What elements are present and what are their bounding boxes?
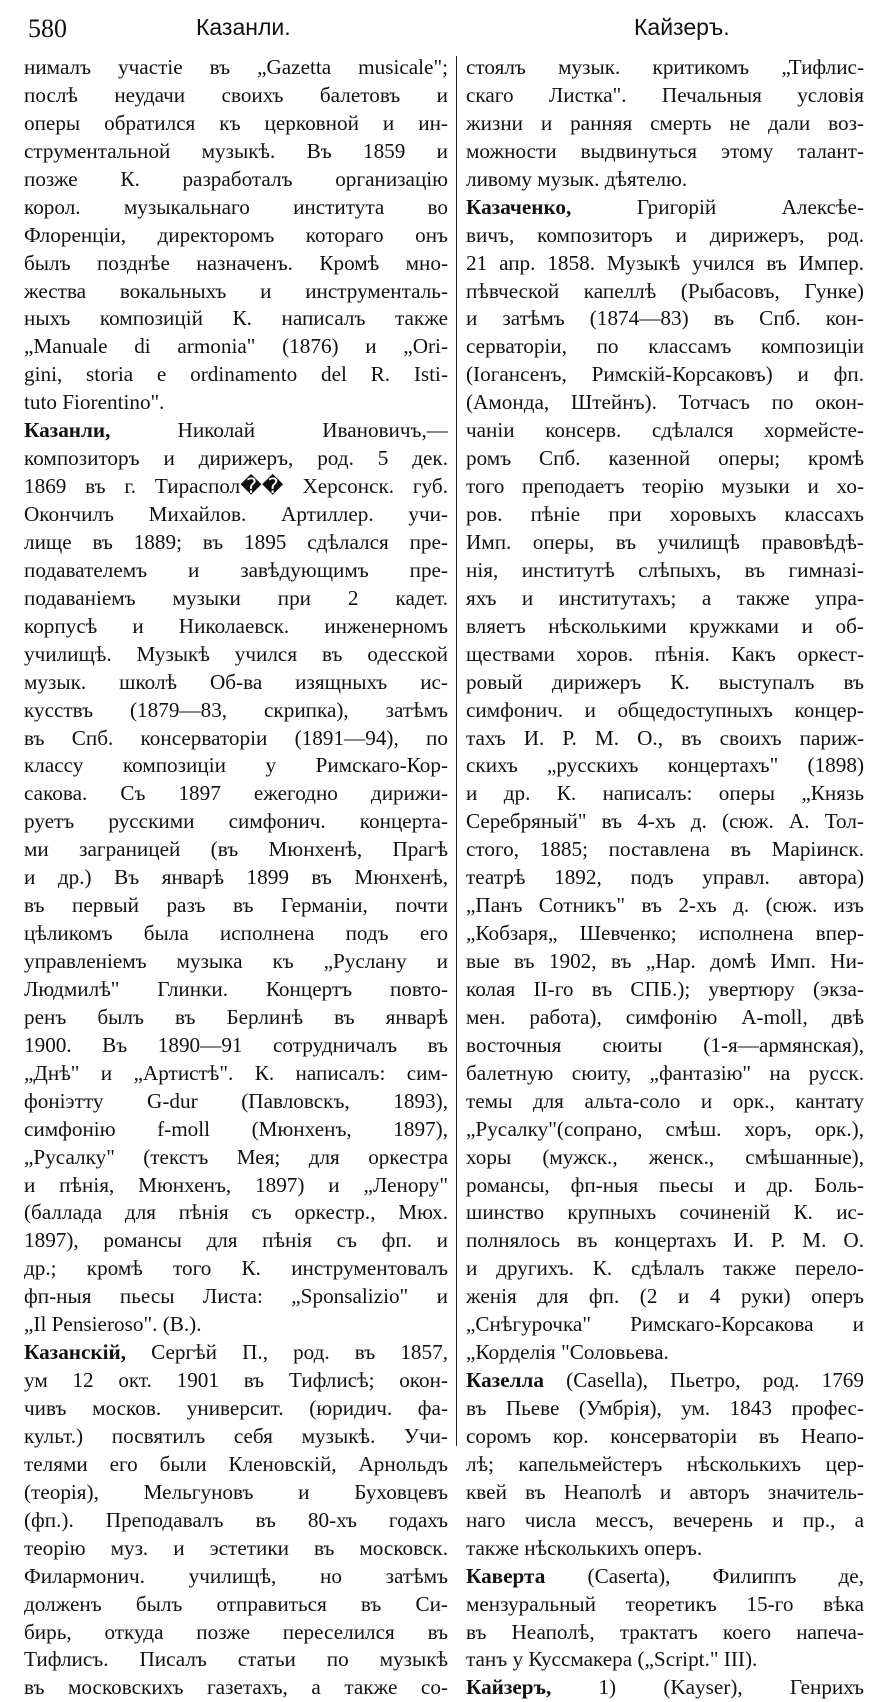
- text-line: [24, 1367, 448, 1395]
- text-line: [466, 1479, 864, 1507]
- line-text: корол. музыкальнаго института во: [24, 194, 448, 219]
- line-text: струментальной музыкѣ. Въ 1859 и: [24, 138, 448, 163]
- line-text: композиторъ и дирижеръ, род. 5 дек.: [24, 446, 448, 471]
- line-text: Тифлисъ. Писалъ статьи по музыкѣ: [24, 1647, 448, 1672]
- text-line: [24, 641, 448, 669]
- line-text: жизни и ранняя смерть не дали воз-: [466, 110, 864, 135]
- page-header: [28, 10, 864, 50]
- text-line: [24, 278, 448, 306]
- line-text: „Русалку"(сопрано, смѣш. хоръ, орк.),: [466, 1116, 864, 1141]
- line-text: въ Спб. консерваторіи (1891—94), по: [24, 725, 448, 750]
- line-text: мензуральный теоретикъ 15-го вѣка: [466, 1591, 864, 1616]
- text-line: [24, 1032, 448, 1060]
- text-line: [466, 1283, 864, 1311]
- line-text: можности выдвинуться этому талант-: [466, 138, 864, 163]
- text-line: [466, 529, 864, 557]
- text-line: [24, 1283, 448, 1311]
- line-text: въ московскихъ газетахъ, а также со-: [24, 1675, 448, 1700]
- text-line: [24, 808, 448, 836]
- text-line: [24, 1479, 448, 1507]
- text-line: [466, 1451, 864, 1479]
- text-line: [466, 1255, 864, 1283]
- line-text: руетъ русскими симфонич. концерта-: [24, 809, 448, 834]
- text-line: [466, 194, 864, 222]
- line-text: полнялось въ концертахъ И. Р. М. О.: [466, 1228, 864, 1253]
- line-text: tuto Fiorentino".: [24, 390, 165, 415]
- line-text: ныхъ композицій К. написалъ также: [24, 306, 448, 331]
- line-text: теорію муз. и эстетики въ московск.: [24, 1535, 448, 1560]
- line-text: „Снѣгурочка" Римскаго-Корсакова и: [466, 1312, 864, 1337]
- text-line: [24, 1535, 448, 1563]
- line-text: жества вокальныхъ и инструменталь-: [24, 278, 448, 303]
- line-text: училищѣ. Музыкѣ учился въ одесской: [24, 641, 448, 666]
- line-text: Филармонич. училищѣ, но затѣмъ: [24, 1563, 448, 1588]
- text-line: [466, 976, 864, 1004]
- text-line: [466, 1339, 864, 1367]
- text-line: [466, 1646, 864, 1674]
- text-line: [24, 585, 448, 613]
- line-text: „Корделія "Соловьева.: [466, 1340, 669, 1365]
- text-line: [24, 361, 448, 389]
- entry-headword: Кайзеръ,: [466, 1675, 552, 1700]
- line-text: вые въ 1902, въ „Нар. домѣ Имп. Ни-: [466, 949, 864, 973]
- line-text: лѣ; капельмейстеръ нѣсколькихъ цер-: [466, 1451, 864, 1476]
- line-text: фоніэтту G-dur (Павловскъ, 1893),: [24, 1088, 448, 1113]
- text-line: [466, 138, 864, 166]
- text-line: [24, 1172, 448, 1200]
- text-line: [24, 529, 448, 557]
- text-line: [24, 110, 448, 138]
- text-line: [466, 1311, 864, 1339]
- line-text: романсы, фп-ныя пьесы и др. Боль-: [466, 1172, 864, 1197]
- text-line: [24, 305, 448, 333]
- line-text: подаваніемъ музыки при 2 кадет.: [24, 585, 448, 610]
- line-text: 1869 въ г. Тираспол�� Херсонск. губ.: [24, 474, 448, 499]
- text-line: [24, 1591, 448, 1619]
- text-line: [466, 1674, 864, 1702]
- line-text: др.; кромѣ того К. инструментовалъ: [24, 1256, 448, 1281]
- text-line: [24, 1339, 448, 1367]
- line-text: хоры (мужск., женск., смѣшанные),: [466, 1144, 864, 1169]
- line-text: серваторіи, по классамъ композиціи: [466, 334, 864, 359]
- line-text: въ Пьеве (Умбрія), ум. 1843 профес-: [466, 1396, 864, 1420]
- text-line: [466, 305, 864, 333]
- line-text: тахъ И. Р. М. О., въ своихъ париж-: [466, 725, 864, 750]
- text-line: [466, 1088, 864, 1116]
- text-line: [466, 333, 864, 361]
- line-text: танъ у Куссмакера („Script." III).: [466, 1647, 758, 1672]
- text-line: [24, 445, 448, 473]
- line-text: позже К. разработалъ организацію: [24, 166, 448, 191]
- text-line: [466, 389, 864, 417]
- text-line: [466, 1199, 864, 1227]
- line-text: въ Неаполѣ, трактатъ коего напеча-: [466, 1619, 864, 1644]
- text-line: [24, 138, 448, 166]
- line-text: 1900. Въ 1890—91 сотрудничалъ въ: [24, 1032, 448, 1057]
- text-line: [24, 557, 448, 585]
- line-text: подавателемъ и завѣдующимъ пре-: [24, 557, 448, 582]
- text-line: [466, 1395, 864, 1423]
- text-line: [24, 501, 448, 529]
- text-line: [466, 166, 864, 194]
- line-text: корпусѣ и Николаевск. инженерномъ: [24, 613, 448, 638]
- text-line: [466, 1563, 864, 1591]
- line-text: (баллада для пѣнія съ оркестр., Мюх.: [24, 1200, 448, 1225]
- line-text: чаніи консерв. сдѣлался хормейсте-: [466, 418, 864, 443]
- text-line: [466, 780, 864, 808]
- line-text: (фп.). Преподавалъ въ 80-хъ годахъ: [24, 1507, 448, 1532]
- line-text: нія, институтѣ слѣпыхъ, въ гимназі-: [466, 557, 864, 582]
- line-text: 21 апр. 1858. Музыкѣ учился въ Импер.: [466, 250, 864, 275]
- text-line: [24, 1507, 448, 1535]
- line-text: (Іогансенъ, Римскій-Корсаковъ) и фп.: [466, 362, 864, 387]
- line-text: шинство крупныхъ сочиненій К. ис-: [466, 1200, 864, 1225]
- line-text: и затѣмъ (1874—83) въ Спб. кон-: [466, 306, 864, 331]
- page-number: 580: [28, 14, 67, 43]
- line-text: вичъ, композиторъ и дирижеръ, род.: [466, 222, 864, 247]
- line-text: лище въ 1889; въ 1895 сдѣлался пре-: [24, 529, 448, 554]
- line-text: и другихъ. К. сдѣлалъ также перело-: [466, 1256, 864, 1281]
- line-text: въ первый разъ въ Германіи, почти: [24, 893, 448, 918]
- line-text: скаго Листка". Печальныя условія: [466, 82, 864, 107]
- column-divider: [456, 56, 457, 1446]
- text-line: [466, 222, 864, 250]
- text-line: [466, 1032, 864, 1060]
- line-text: оперы обратился къ церковной и ин-: [24, 110, 448, 135]
- line-text: музык. школѣ Об-ва изящныхъ ис-: [24, 669, 448, 694]
- line-text: темы для альта-соло и орк., кантату: [466, 1088, 864, 1113]
- line-text: Флоренціи, директоромъ котораго онъ: [24, 222, 448, 247]
- line-text: цѣликомъ была исполнена подъ его: [24, 921, 448, 946]
- line-text: культ.) посвятилъ себя музыкѣ. Учи-: [24, 1423, 448, 1448]
- text-line: [24, 1674, 448, 1702]
- entry-headword: Казанскій,: [24, 1340, 126, 1365]
- line-text: вляетъ нѣсколькими кружками и об-: [466, 613, 864, 638]
- line-text: Николай Ивановичъ,—: [110, 418, 448, 443]
- line-text: квей въ Неаполѣ и авторъ значитель-: [466, 1479, 864, 1504]
- line-text: восточныя сюиты (1-я—армянская),: [466, 1032, 864, 1057]
- text-line: [466, 1004, 864, 1032]
- text-line: [24, 1451, 448, 1479]
- entry-headword: Казелла: [466, 1368, 544, 1393]
- text-line: [466, 641, 864, 669]
- line-text: управленіемъ музыка къ „Руслану и: [24, 949, 448, 973]
- entry-headword: Каверта: [466, 1563, 546, 1588]
- line-text: стого, 1885; поставлена въ Маріинск.: [466, 837, 864, 862]
- text-line: [24, 892, 448, 920]
- line-text: и пѣнія, Мюнхенъ, 1897) и „Ленору": [24, 1172, 448, 1197]
- text-line: [24, 697, 448, 725]
- line-text: наго числа мессъ, вечерень и пр., а: [466, 1507, 864, 1532]
- line-text: (Caserta), Филиппъ де,: [545, 1563, 864, 1588]
- text-line: [466, 808, 864, 836]
- line-text: ми заграницей (въ Мюнхенѣ, Прагѣ: [24, 837, 448, 862]
- text-line: [24, 976, 448, 1004]
- text-line: [24, 920, 448, 948]
- line-text: кусствъ (1879—83, скрипка), затѣмъ: [24, 697, 448, 722]
- line-text: колая II-го въ СПБ.); увертюру (экза-: [466, 976, 864, 1001]
- text-line: [466, 752, 864, 780]
- line-text: ществами хоров. пѣнія. Какъ оркест-: [466, 641, 864, 666]
- text-line: [466, 1144, 864, 1172]
- line-text: 1897), романсы для пѣнія съ фп. и: [24, 1228, 448, 1253]
- text-line: [24, 333, 448, 361]
- line-text: „Русалку" (текстъ Мея; для оркестра: [24, 1144, 448, 1169]
- line-text: ромъ Спб. казенной оперы; кромѣ: [466, 446, 864, 471]
- text-line: [24, 82, 448, 110]
- text-line: [466, 948, 864, 976]
- line-text: сакова. Съ 1897 ежегодно дирижи-: [24, 781, 448, 806]
- line-text: ров. пѣніе при хоровыхъ классахъ: [466, 502, 864, 526]
- line-text: „Днѣ" и „Артистѣ". К. написалъ: сим-: [24, 1060, 448, 1085]
- text-line: [24, 780, 448, 808]
- line-text: долженъ былъ отправиться въ Си-: [24, 1591, 448, 1616]
- line-text: чивъ москов. университ. (юридич. фа-: [24, 1396, 448, 1420]
- line-text: балетную сюиту, „фантазію" на русск.: [466, 1060, 864, 1085]
- line-text: и др. К. написалъ: оперы „Князь: [466, 781, 864, 806]
- running-title-left: Казанли.: [196, 14, 291, 40]
- line-text: фп-ныя пьесы Листа: „Sponsalizio" и: [24, 1284, 448, 1309]
- right-column: [466, 54, 864, 1702]
- line-text: нималъ участіе въ „Gazetta musicale";: [24, 55, 448, 79]
- line-text: ренъ былъ въ Берлинѣ въ январѣ: [24, 1004, 448, 1029]
- text-line: [24, 194, 448, 222]
- line-text: симфонич. и общедоступныхъ концер-: [466, 697, 864, 722]
- text-line: [466, 1423, 864, 1451]
- text-line: [24, 166, 448, 194]
- text-line: [24, 1004, 448, 1032]
- line-text: (теорія), Мельгуновъ и Буховцевъ: [24, 1479, 448, 1504]
- text-line: [466, 278, 864, 306]
- line-text: женія для фп. (2 и 4 руки) оперъ: [466, 1284, 864, 1309]
- line-text: Имп. оперы, въ училищѣ правовѣдѣ-: [466, 529, 864, 554]
- line-text: ливому музык. дѣятелю.: [466, 166, 688, 191]
- line-text: Сергѣй П., род. въ 1857,: [126, 1340, 448, 1365]
- line-text: бирь, откуда позже переселился въ: [24, 1619, 448, 1644]
- line-text: „Manuale di armonia" (1876) и „Ori-: [24, 334, 448, 359]
- line-text: (Casella), Пьетро, род. 1769: [543, 1368, 864, 1393]
- text-line: [466, 1227, 864, 1255]
- text-line: [466, 725, 864, 753]
- text-line: [24, 613, 448, 641]
- text-line: [24, 1423, 448, 1451]
- text-line: [466, 669, 864, 697]
- text-line: [24, 752, 448, 780]
- text-line: [466, 836, 864, 864]
- line-text: Григорій Алексѣе-: [571, 194, 864, 219]
- text-line: [24, 948, 448, 976]
- text-line: [466, 361, 864, 389]
- line-text: послѣ неудачи своихъ балетовъ и: [24, 82, 448, 107]
- line-text: „Панъ Сотникъ" въ 2-хъ д. (сюж. изъ: [466, 893, 864, 918]
- text-line: [466, 557, 864, 585]
- text-line: [466, 864, 864, 892]
- text-line: [466, 417, 864, 445]
- line-text: Серебряный" въ 4-хъ д. (сюж. А. Тол-: [466, 809, 864, 834]
- text-line: [24, 1311, 448, 1339]
- text-line: [24, 1255, 448, 1283]
- text-line: [24, 473, 448, 501]
- line-text: классу композиціи у Римскаго-Кор-: [24, 753, 448, 778]
- text-line: [466, 250, 864, 278]
- line-text: того преподаетъ теорію музыки и хо-: [466, 474, 864, 499]
- text-line: [466, 1172, 864, 1200]
- text-line: [466, 1591, 864, 1619]
- line-text: скихъ „русскихъ концертахъ" (1898): [466, 753, 864, 778]
- text-line: [24, 1199, 448, 1227]
- text-line: [466, 697, 864, 725]
- text-line: [466, 1507, 864, 1535]
- text-line: [466, 1060, 864, 1088]
- line-text: ум 12 окт. 1901 въ Тифлисѣ; окон-: [24, 1368, 448, 1393]
- text-line: [466, 110, 864, 138]
- running-title-right: Кайзеръ.: [634, 14, 730, 40]
- line-text: „Il Pensieroso". (В.).: [24, 1312, 202, 1337]
- text-line: [24, 1227, 448, 1255]
- line-text: „Кобзаря„ Шевченко; исполнена впер-: [466, 921, 864, 946]
- line-text: соромъ кор. консерваторіи въ Неапо-: [466, 1423, 864, 1448]
- text-line: [466, 1535, 864, 1563]
- text-line: [466, 54, 864, 82]
- text-line: [24, 250, 448, 278]
- text-line: [466, 501, 864, 529]
- text-line: [466, 920, 864, 948]
- line-text: Окончилъ Михайлов. Артиллер. учи-: [24, 502, 448, 526]
- line-text: мен. работа), симфонію A-moll, двѣ: [466, 1004, 864, 1029]
- line-text: пѣвческой капеллѣ (Рыбасовъ, Гунке): [466, 278, 864, 303]
- line-text: 1) (Kayser), Генрихъ: [551, 1675, 864, 1700]
- entry-headword: Казаченко,: [466, 194, 572, 219]
- line-text: телями его были Кленовскій, Арнольдъ: [24, 1451, 448, 1476]
- line-text: (Амонда, Штейнъ). Тотчасъ по окон-: [466, 390, 864, 415]
- entry-headword: Казанли,: [24, 418, 111, 443]
- text-line: [24, 54, 448, 82]
- text-line: [24, 669, 448, 697]
- text-line: [24, 725, 448, 753]
- text-line: [24, 1060, 448, 1088]
- text-line: [466, 473, 864, 501]
- line-text: яхъ и институтахъ; а также упра-: [466, 585, 864, 610]
- text-line: [24, 417, 448, 445]
- text-line: [24, 1395, 448, 1423]
- line-text: и др.) Въ январѣ 1899 въ Мюнхенѣ,: [24, 865, 448, 890]
- line-text: также нѣсколькихъ оперъ.: [466, 1535, 703, 1560]
- text-line: [24, 222, 448, 250]
- text-line: [24, 1646, 448, 1674]
- line-text: ровый дирижеръ К. выступалъ въ: [466, 669, 864, 694]
- text-line: [24, 1144, 448, 1172]
- text-line: [24, 1116, 448, 1144]
- text-line: [466, 1367, 864, 1395]
- text-line: [466, 892, 864, 920]
- text-line: [466, 1619, 864, 1647]
- line-text: gini, storia e ordinamento del R. Isti-: [24, 362, 448, 387]
- text-line: [24, 1563, 448, 1591]
- line-text: театрѣ 1892, подъ управл. автора): [466, 865, 864, 890]
- text-line: [466, 613, 864, 641]
- text-line: [466, 445, 864, 473]
- text-line: [466, 1116, 864, 1144]
- text-line: [466, 585, 864, 613]
- line-text: Людмилѣ" Глинки. Концертъ повто-: [24, 976, 448, 1001]
- text-line: [24, 1088, 448, 1116]
- line-text: симфонію f-moll (Мюнхенъ, 1897),: [24, 1116, 448, 1141]
- text-line: [24, 1619, 448, 1647]
- text-line: [24, 836, 448, 864]
- line-text: стоялъ музык. критикомъ „Тифлис-: [466, 55, 864, 79]
- text-line: [466, 82, 864, 110]
- line-text: былъ позднѣе назначенъ. Кромѣ мно-: [24, 250, 448, 275]
- left-column: [24, 54, 448, 1702]
- text-line: [24, 864, 448, 892]
- text-line: [24, 389, 448, 417]
